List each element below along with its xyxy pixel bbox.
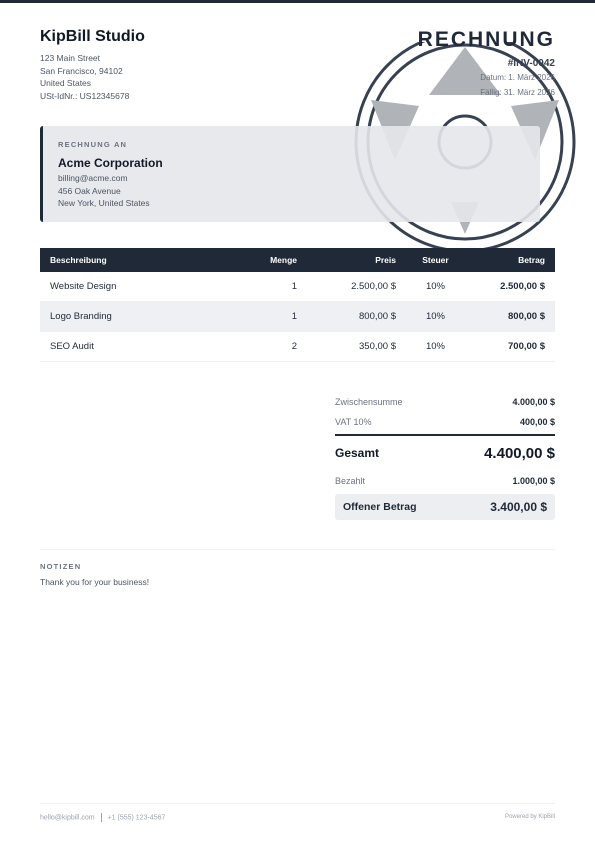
invoice-date: Datum: 1. März 2026 (480, 73, 555, 82)
item-quantity: 1 (215, 272, 307, 302)
top-accent-bar (0, 0, 595, 3)
bill-to-panel (40, 126, 540, 222)
vat-label: VAT 10% (335, 417, 372, 427)
footer-phone: +1 (555) 123-4567 (107, 814, 166, 822)
company-info (40, 28, 145, 102)
footer-separator (101, 813, 102, 822)
item-description: Website Design (40, 272, 215, 302)
item-amount: 2.500,00 $ (465, 272, 555, 302)
grand-total-value: 4.400,00 $ (484, 444, 555, 462)
paid-label: Bezahlt (335, 476, 366, 486)
line-items-table (40, 248, 555, 362)
invoice-due-date: Fällig: 31. März 2026 (480, 88, 555, 97)
grand-total-label: Gesamt (335, 446, 380, 460)
item-amount: 800,00 $ (465, 302, 555, 332)
item-amount: 700,00 $ (465, 332, 555, 362)
balance-due-label: Offener Betrag (343, 501, 417, 513)
totals-summary (335, 392, 555, 520)
bill-to-label: RECHNUNG AN (58, 140, 128, 149)
subtotal-value: 4.000,00 $ (512, 397, 555, 407)
column-header: Menge (215, 248, 307, 272)
column-header: Betrag (465, 248, 555, 272)
company-address-line: San Francisco, 94102 (40, 65, 123, 76)
client-name: Acme Corporation (58, 156, 163, 170)
notes-divider (40, 549, 555, 550)
client-email: billing@acme.com (58, 173, 128, 183)
notes-section (40, 562, 149, 587)
client-address-line: New York, United States (58, 198, 150, 208)
table-row (40, 332, 555, 362)
invoice-title: RECHNUNG (417, 28, 555, 51)
item-description: SEO Audit (40, 332, 215, 362)
balance-due-value: 3.400,00 $ (490, 500, 547, 514)
item-tax: 10% (406, 302, 465, 332)
company-address-line: United States (40, 78, 92, 88)
vat-value: 400,00 $ (519, 417, 555, 427)
column-header: Preis (307, 248, 406, 272)
subtotal-row (335, 392, 555, 412)
footer-email: hello@kipbill.com (40, 814, 95, 822)
table-row (40, 302, 555, 332)
invoice-number: #INV-0042 (507, 58, 555, 69)
column-header: Steuer (406, 248, 465, 272)
footer-divider (40, 803, 555, 804)
paid-row (335, 470, 555, 492)
table-header-row (40, 248, 555, 272)
grand-total-row (335, 434, 555, 470)
client-address-line: 456 Oak Avenue (58, 185, 121, 196)
item-tax: 10% (406, 332, 465, 362)
company-vat-id: USt-IdNr.: US12345678 (40, 90, 130, 101)
company-address-line: 123 Main Street (40, 53, 101, 63)
item-description: Logo Branding (40, 302, 215, 332)
powered-by: Powered by KipBill (504, 814, 555, 820)
footer (40, 813, 555, 822)
invoice-header (418, 28, 555, 99)
item-tax: 10% (406, 272, 465, 302)
notes-text: Thank you for your business! (40, 577, 150, 587)
column-header: Beschreibung (40, 248, 215, 272)
item-price: 350,00 $ (307, 332, 406, 362)
item-price: 2.500,00 $ (307, 272, 406, 302)
paid-value: 1.000,00 $ (512, 476, 555, 486)
table-row (40, 272, 555, 302)
item-quantity: 2 (215, 332, 307, 362)
balance-due-row (335, 494, 555, 520)
subtotal-label: Zwischensumme (335, 397, 403, 407)
item-price: 800,00 $ (307, 302, 406, 332)
notes-label: NOTIZEN (40, 562, 82, 571)
company-name: KipBill Studio (40, 28, 145, 45)
vat-row (335, 412, 555, 432)
item-quantity: 1 (215, 302, 307, 332)
